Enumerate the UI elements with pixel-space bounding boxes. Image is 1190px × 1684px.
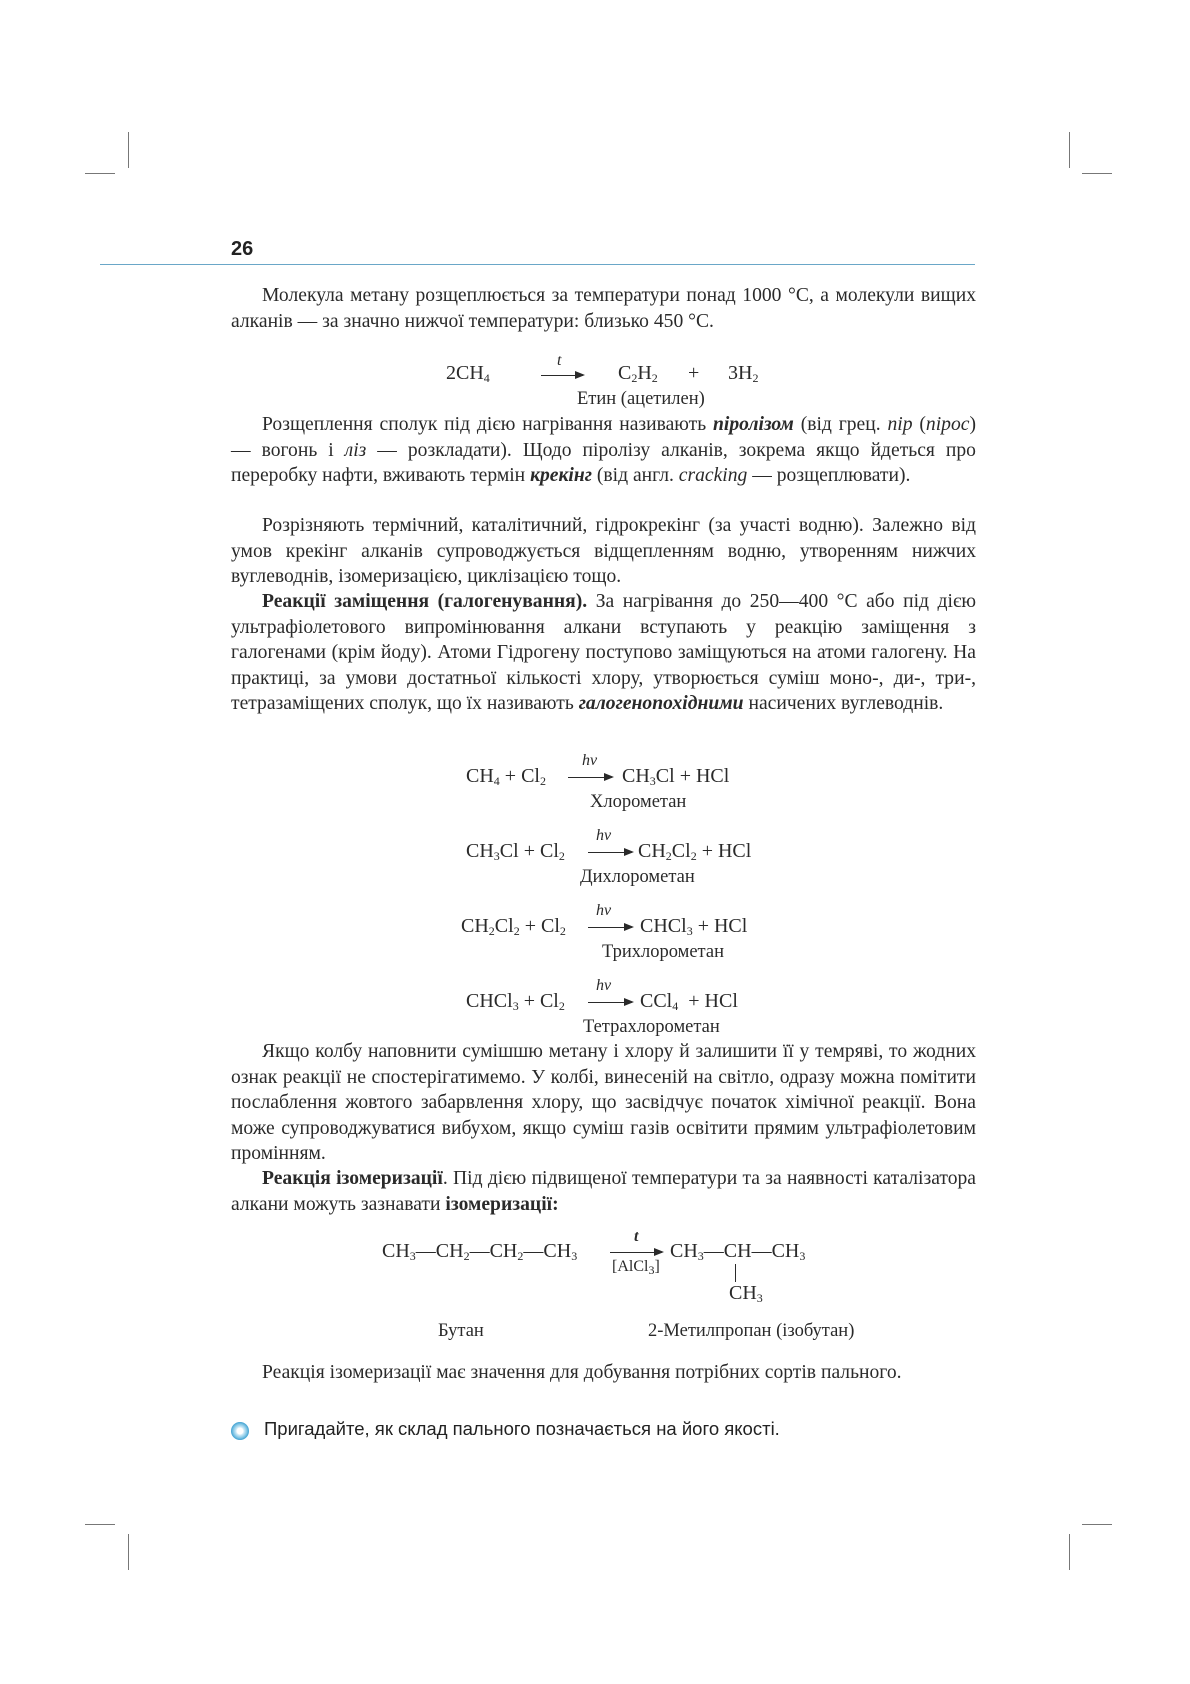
chlorination-2-name: Дихлорометан [580,867,695,887]
crop-mark [128,1534,129,1570]
chlorination-2-condition: hν [596,827,612,844]
isomerization-product: $CH_3—CH—CH_3$ [670,1240,806,1263]
chlorination-4-arrow [588,1002,632,1003]
chlorination-2-arrow [588,852,632,853]
isomerization-reactant: $CH_3—CH_2—CH_2—CH_3$ [382,1240,578,1263]
chlorination-4-name: Тетрахлорометан [583,1017,720,1037]
crop-mark [1082,1524,1112,1525]
chlorination-3-right: CHCl$_3$ + HCl [640,915,748,938]
isomerization-branch: $CH_3$ [729,1282,763,1305]
chlorination-2-right: $CH_2Cl_2$ + HCl [638,840,752,863]
pyrolysis-condition: t [557,352,562,369]
chlorination-4-right: CCl$_4$ + HCl [640,990,738,1013]
paragraph-cracking-types: Розрізняють термічний, каталітичний, гідрокрекінг (за участі водню). Залежно від умов крекінг алканів супроводжується відщепленням водню, утворенням нижчих вуглеводнів, ізомеризацією, циклізацією тощо. [231,515,976,588]
paragraph-isomerization-importance: Реакція ізомеризації має значення для добування потрібних сортів пального. [262,1362,902,1383]
pyrolysis-product-hydrogen: $3H_2$ [728,362,759,385]
crop-mark [128,132,129,168]
chlorination-3-arrow [588,927,632,928]
isomerization-condition-temperature: t [634,1228,639,1245]
heading-isomerization: Реакція ізомеризації [262,1168,443,1189]
pyrolysis-product-name: Етин (ацетилен) [577,389,705,409]
isomerization-product-name: 2-Метилпропан (ізобутан) [648,1321,855,1341]
heading-halogenation: Реакції заміщення (галогенування). [262,591,588,612]
question-bullet-icon [231,1422,249,1440]
isomerization-reactant-name: Бутан [438,1321,484,1341]
chlorination-1-name: Хлорометан [590,792,687,812]
chlorination-3-condition: hν [596,902,612,919]
chlorination-3-name: Трихлорометан [602,942,724,962]
pyrolysis-product-ethyne: $C_2H_2$ [618,362,658,385]
chlorination-1-arrow [568,777,612,778]
page-number: 26 [231,238,254,260]
paragraph-halogenation: Реакції заміщення (галогенування). За нагрівання до 250—400 °C або під дією ультрафіолетового випромінювання алкани вступають у реакцію заміщення з галогенами (крім йоду). Атоми Гідрогену поступово заміщуються на атоми галогену. На практиці, за умови достатньої кількості хлору, утворюється суміш моно-, ди-, три-, тетразаміщених сполук, що їх називають галогенопохідними насичених вуглеводнів. [231,591,976,715]
paragraph-methane-split: Молекула метану розщеплюється за температури понад 1000 °C, а молекули вищих алканів — за значно нижчої температури: близько 450 °C. [231,285,976,332]
term-halogen-derivatives: галогенопохідними [578,693,744,715]
crop-mark [1082,173,1112,174]
chlorination-1-condition: hν [582,752,598,769]
question-text: Пригадайте, як склад пального позначається на його якості. [264,1418,780,1439]
chlorination-2-left: $CH_3Cl + Cl_2$ [466,840,565,863]
term-cracking: крекінг [530,465,592,487]
isomerization-catalyst: [AlCl$_3$] [612,1258,660,1277]
isomerization-branch-bond [735,1264,736,1282]
crop-mark [85,173,115,174]
chlorination-4-left: CHCl$_3$ + $Cl_2$ [466,990,565,1013]
crop-mark [85,1524,115,1525]
crop-mark [1069,132,1070,168]
chlorination-3-left: $CH_2Cl_2 + Cl_2$ [461,915,566,938]
header-rule [100,264,975,265]
pyrolysis-plus: + [688,362,700,384]
chlorination-4-condition: hν [596,977,612,994]
paragraph-flask-experiment: Якщо колбу наповнити сумішшю метану і хлору й залишити її у темряві, то жодних ознак реакції не спостерігатимемо. У колбі, винесеній на світло, одразу можна помітити послаблення жовтого забарвлення хлору, що засвідчує початок хімічної реакції. Вона може супроводжуватися вибухом, якщо суміш газів освітити прямим ультрафіолетовим промінням. [231,1041,976,1165]
paragraph-pyrolysis: Розщеплення сполук під дією нагрівання називають піролізом (від грец. пір (пірос) — вогонь і ліз — розкладати). Щодо піролізу алканів, зокрема якщо йдеться про переробку нафти, вживають термін крекінг (від англ. cracking — розщеплювати). [231,414,976,487]
term-isomerization: ізомеризації: [445,1193,559,1215]
pyrolysis-arrow [541,375,583,376]
chlorination-1-right: $CH_3Cl$ + HCl [622,765,730,788]
term-pyrolysis: піролізом [713,414,794,435]
crop-mark [1069,1534,1070,1570]
pyrolysis-reactant: $2CH_4$ [446,362,490,385]
isomerization-arrow [610,1252,662,1253]
paragraph-isomerization: Реакція ізомеризації. Під дією підвищеної температури та за наявності каталізатора алкани можуть зазнавати ізомеризації: [231,1168,976,1215]
chlorination-1-left: $CH_4 + Cl_2$ [466,765,546,788]
